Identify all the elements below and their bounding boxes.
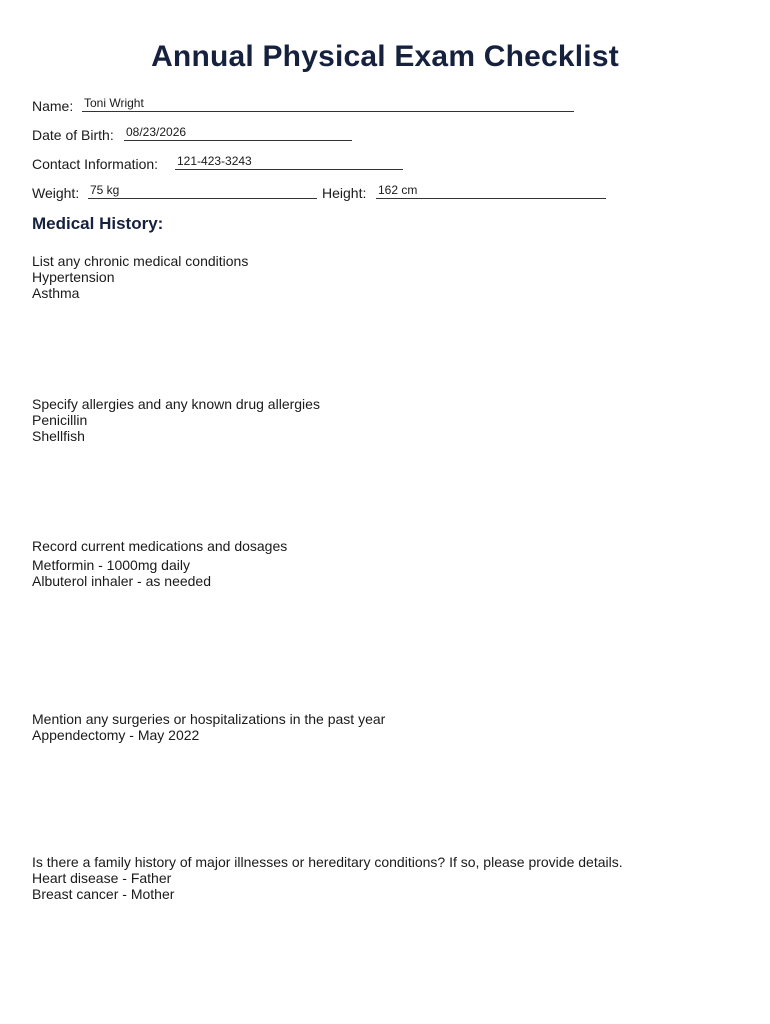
name-field-row — [32, 92, 592, 114]
answer-line[interactable]: Hypertension — [32, 269, 115, 285]
dob-field-row — [32, 121, 392, 143]
name-input[interactable]: Toni Wright — [84, 96, 144, 110]
question-label: Is there a family history of major illnesses or hereditary conditions? If so, please provide details. — [32, 854, 623, 870]
dob-underline — [124, 140, 352, 141]
answer-line[interactable]: Breast cancer - Mother — [32, 886, 175, 902]
height-label: Height: — [322, 185, 367, 201]
chronic-conditions-question — [32, 253, 732, 301]
contact-label: Contact Information: — [32, 156, 159, 172]
contact-input[interactable]: 121-423-3243 — [177, 154, 252, 168]
weight-field-row — [32, 179, 322, 201]
contact-underline — [175, 169, 403, 170]
answer-line[interactable]: Penicillin — [32, 412, 88, 428]
medications-question — [32, 538, 732, 589]
answer-line[interactable]: Appendectomy - May 2022 — [32, 727, 200, 743]
height-field-row — [322, 179, 612, 201]
dob-label: Date of Birth: — [32, 127, 114, 143]
question-label: Mention any surgeries or hospitalizations in the past year — [32, 711, 386, 727]
surgeries-question — [32, 711, 732, 743]
allergies-question — [32, 396, 732, 444]
family-history-question — [32, 854, 732, 902]
question-label: Record current medications and dosages — [32, 538, 288, 554]
answer-line[interactable]: Heart disease - Father — [32, 870, 172, 886]
height-underline — [376, 198, 606, 199]
question-label: List any chronic medical conditions — [32, 253, 249, 269]
weight-label: Weight: — [32, 185, 80, 201]
weight-underline — [88, 198, 317, 199]
weight-input[interactable]: 75 kg — [90, 183, 120, 197]
contact-field-row — [32, 150, 412, 172]
answer-line[interactable]: Shellfish — [32, 428, 85, 444]
dob-input[interactable]: 08/23/2026 — [126, 125, 187, 139]
answer-line[interactable]: Albuterol inhaler - as needed — [32, 573, 212, 589]
answer-line[interactable]: Asthma — [32, 285, 80, 301]
name-underline — [82, 111, 574, 112]
answer-line[interactable]: Metformin - 1000mg daily — [32, 557, 190, 573]
page-title: Annual Physical Exam Checklist — [151, 40, 619, 73]
medical-history-heading: Medical History: — [32, 214, 164, 233]
height-input[interactable]: 162 cm — [378, 183, 418, 197]
name-label: Name: — [32, 98, 74, 114]
question-label: Specify allergies and any known drug allergies — [32, 396, 320, 412]
